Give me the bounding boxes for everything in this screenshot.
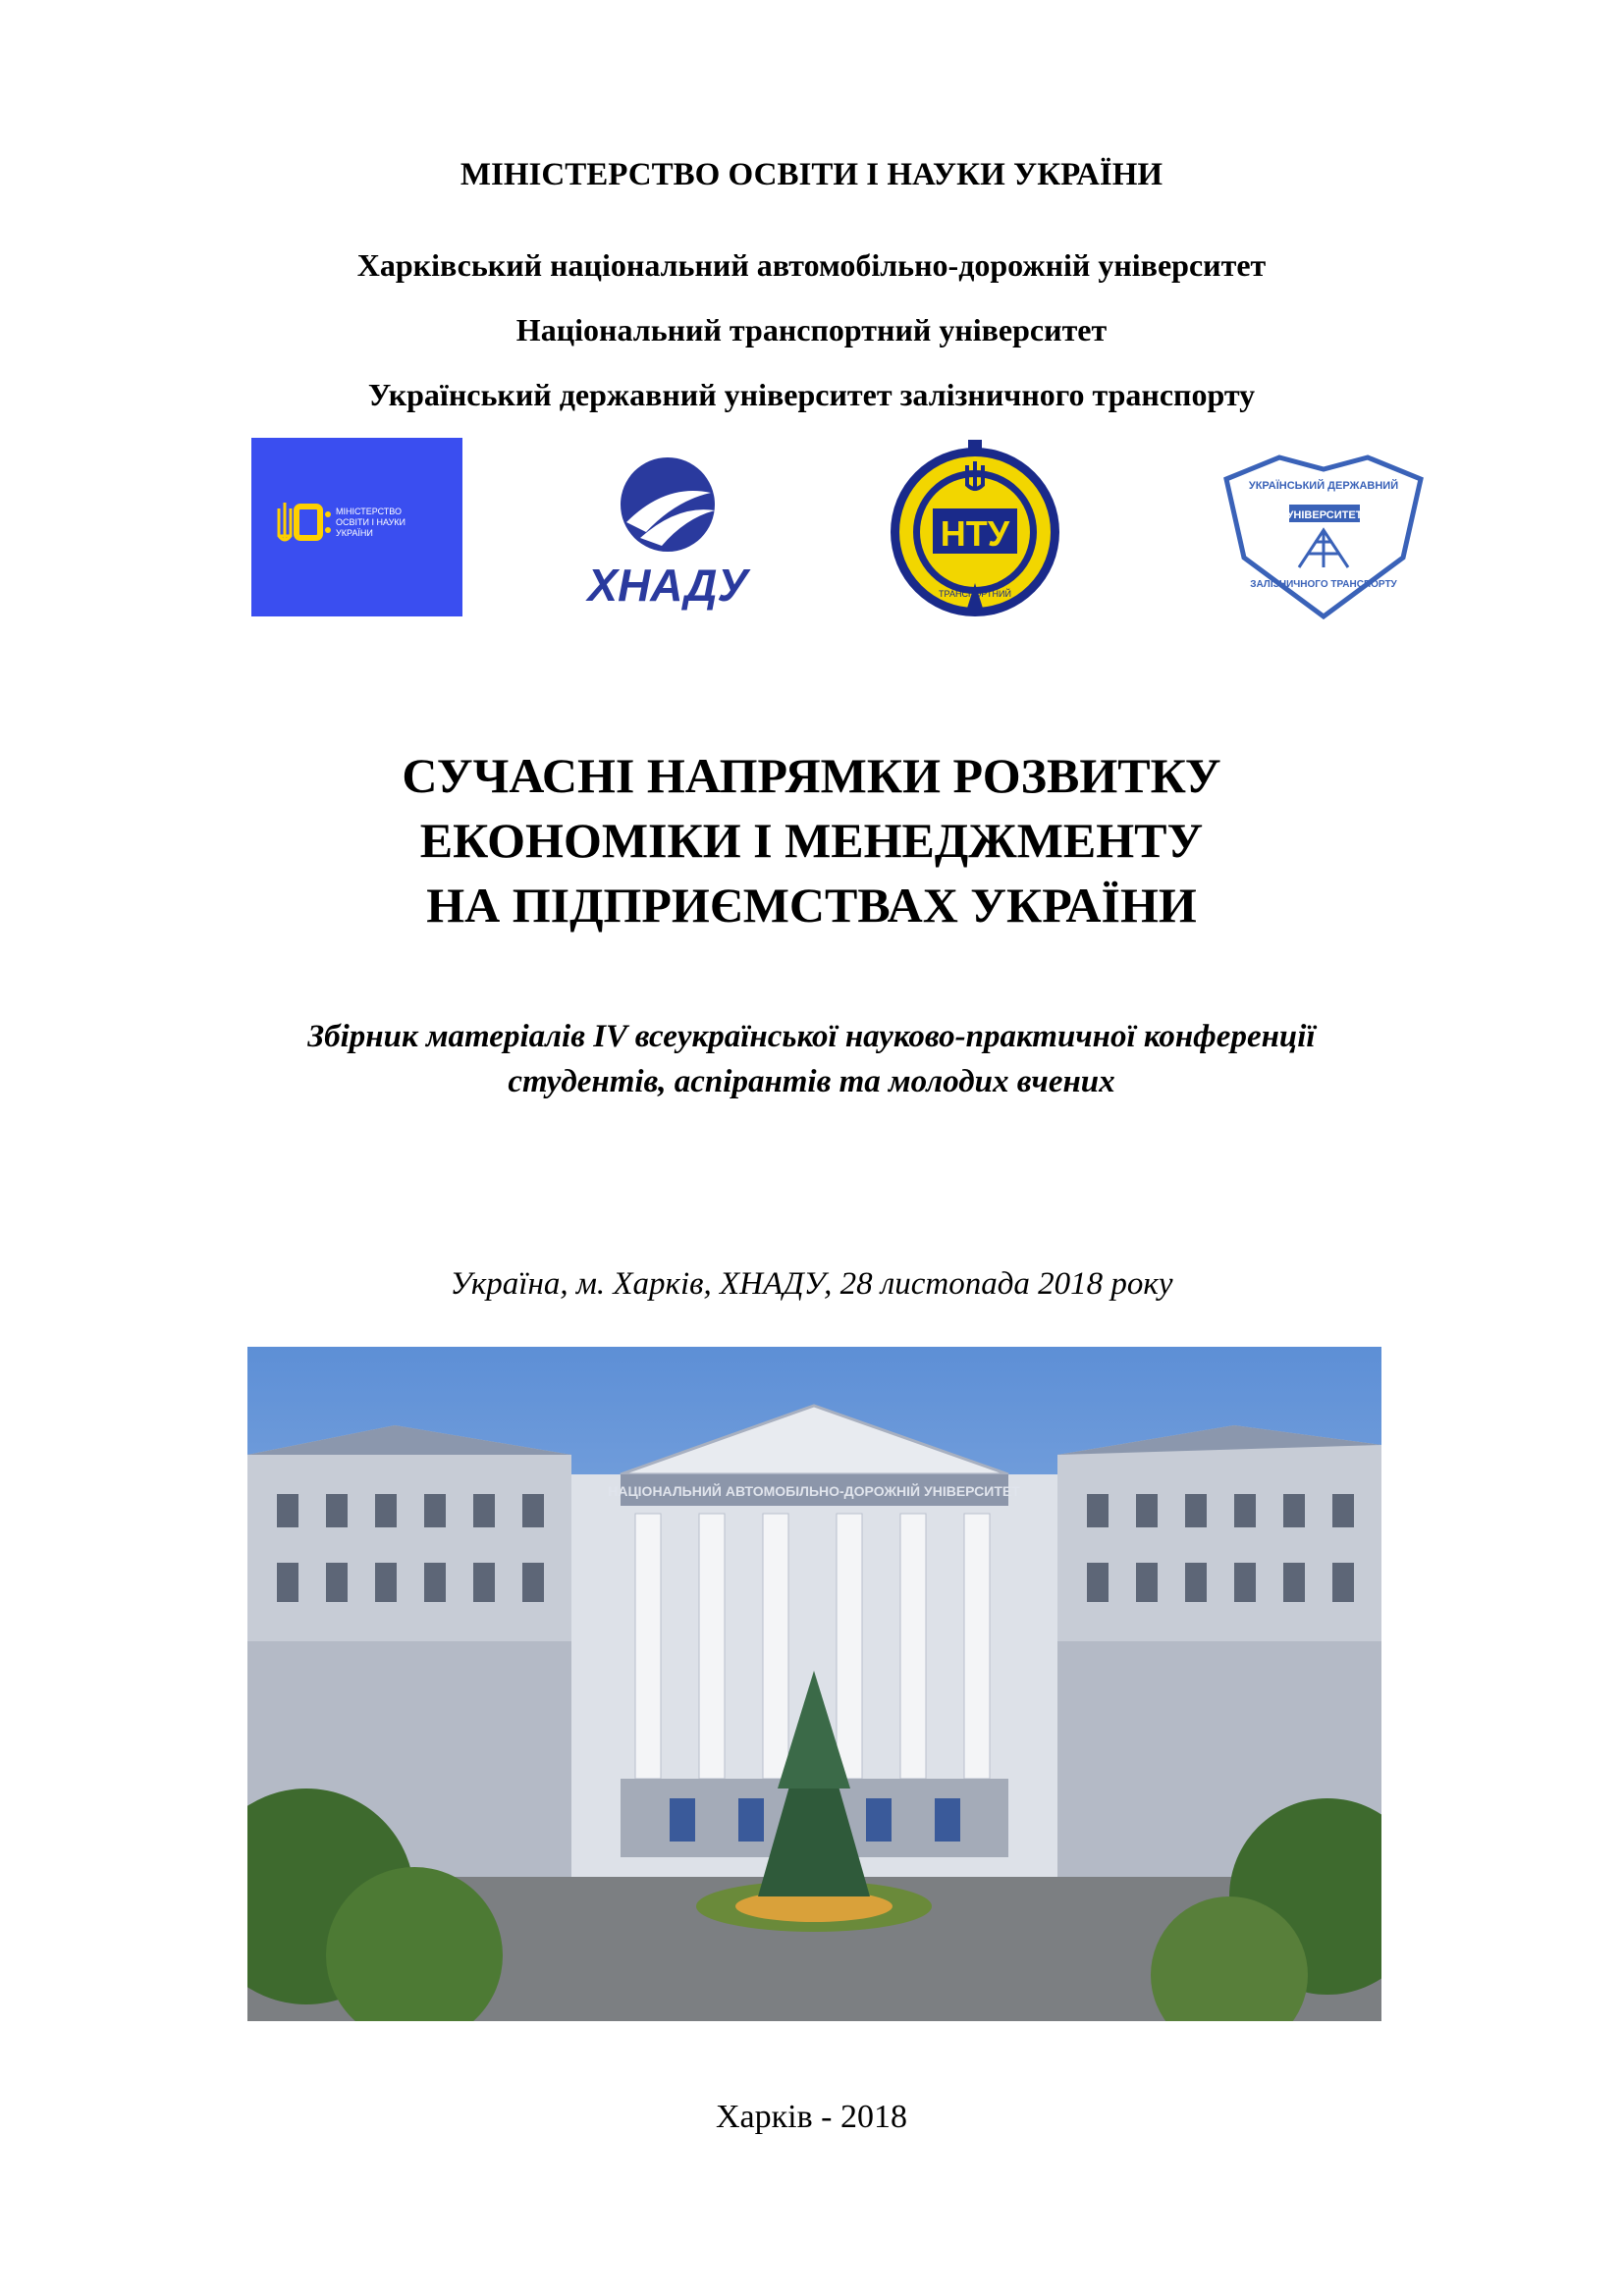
university-building-photo [247,1347,1381,2021]
place-date: Україна, м. Харків, ХНАДУ, 28 листопада 2018 року [450,1266,1173,1302]
title-line-3: НА ПІДПРИЄМСТВАХ УКРАЇНИ [426,878,1197,933]
udut-logo-text-2: УНІВЕРСИТЕТ [1286,509,1363,521]
subtitle-line-2: студентів, аспірантів та молодих вчених [508,1064,1115,1099]
facade-sign: НАЦІОНАЛЬНИЙ АВТОМОБІЛЬНО-ДОРОЖНІЙ УНІВЕРСИТЕТ [608,1483,1020,1499]
ministry-heading: МІНІСТЕРСТВО ОСВІТИ І НАУКИ УКРАЇНИ [460,157,1163,192]
title-line-2: ЕКОНОМІКИ І МЕНЕДЖМЕНТУ [419,813,1204,868]
trident-icon [279,503,291,540]
university-udut: Український державний університет залізничного транспорту [367,377,1256,412]
udut-logo-text-3: ЗАЛІЗНИЧНОГО ТРАНСПОРТУ [1250,579,1397,590]
subtitle-line-1: Збірник матеріалів IV всеукраїнської науково-практичної конференції [307,1019,1316,1054]
mon-logo-text-2: ОСВІТИ І НАУКИ [336,517,406,527]
mon-logo [251,438,462,616]
mon-logo-text-3: УКРАЇНИ [336,528,373,538]
university-ntu: Національний транспортний університет [515,312,1108,347]
ntu-logo [882,436,1068,620]
ntu-ring-text-2: ТРАНСПОРТНИЙ [939,589,1011,599]
khnadu-logo-text: ХНАДУ [587,560,748,611]
udut-logo-text-1: УКРАЇНСЬКИЙ ДЕРЖАВНИЙ [1248,480,1399,492]
title-line-1: СУЧАСНІ НАПРЯМКИ РОЗВИТКУ [402,748,1221,803]
ntu-logo-text: НТУ [940,513,1010,554]
mon-logo-text-1: МІНІСТЕРСТВО [336,507,403,516]
university-khnadu: Харківський національний автомобільно-дорожній університет [356,247,1267,283]
khnadu-logo [568,454,769,614]
city-year: Харків - 2018 [716,2099,907,2135]
udut-logo [1220,440,1427,622]
